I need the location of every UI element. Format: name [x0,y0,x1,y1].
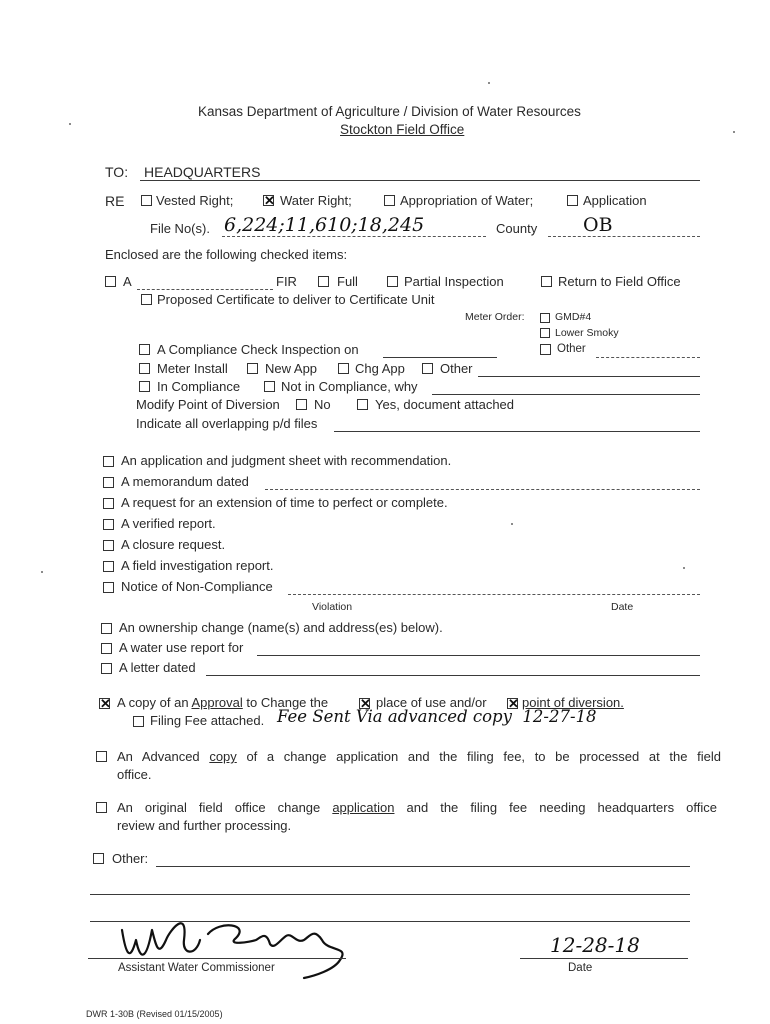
item-field-investigation-label: A field investigation report. [121,558,274,573]
gmd-label: GMD#4 [555,311,592,323]
in-compliance-label: In Compliance [157,379,241,394]
original-checkbox[interactable] [96,802,107,813]
item-water-use-label: A water use report for [119,640,244,655]
modify-no-checkbox[interactable] [296,399,307,410]
signature-date-value: 12-28-18 [550,933,640,957]
to-label: TO: [105,164,129,180]
other-label: Other: [112,851,149,866]
meter-install-label: Meter Install [157,361,228,376]
other-meter-line [596,357,700,358]
other-app-checkbox[interactable] [422,363,433,374]
indicate-label: Indicate all overlapping p/d files [136,416,318,431]
item-verified-checkbox[interactable] [103,519,114,530]
modify-label: Modify Point of Diversion [136,397,280,412]
original-application: application [332,800,395,815]
lower-smoky-checkbox[interactable] [540,328,550,338]
form-number: DWR 1-30B (Revised 01/15/2005) [86,1009,223,1019]
item-memorandum-label: A memorandum dated [121,474,249,489]
county-line [548,236,700,237]
filing-fee-checkbox[interactable] [133,716,144,727]
meter-order-label: Meter Order: [465,311,525,323]
scan-speck [733,131,735,133]
application-checkbox[interactable] [567,195,578,206]
vested-right-label: Vested Right; [156,193,234,208]
file-nos-value: 6,224;11,610;18,245 [224,214,425,236]
re-label: RE [105,193,125,209]
proposed-checkbox[interactable] [141,294,152,305]
a-checkbox[interactable] [105,276,116,287]
advanced-copy-text2: of a change application and the filing fee, to be processed at the field [246,749,721,764]
modify-yes-checkbox[interactable] [357,399,368,410]
return-checkbox[interactable] [541,276,552,287]
partial-label: Partial Inspection [404,274,504,289]
original-text2: and the filing fee needing headquarters office [406,800,717,815]
chg-app-label: Chg App [355,361,405,376]
vested-right-checkbox[interactable] [141,195,152,206]
county-value: OB [583,214,613,236]
copy-approval-checkbox[interactable]: ✕ [100,696,111,711]
point-of-diversion-checkbox[interactable]: ✕ [508,696,519,711]
item-closure-label: A closure request. [121,537,226,552]
copy-approval-text2: to Change the [246,695,329,710]
item-application-label: An application and judgment sheet with recommendation. [121,453,452,468]
signature-text [132,924,324,959]
a-line [137,289,273,290]
item-water-use-line [257,655,700,656]
advanced-copy-line1 [117,749,721,764]
not-compliance-label: Not in Compliance, why [281,379,418,394]
file-nos-line [222,236,486,237]
item-non-compliance-checkbox[interactable] [103,582,114,593]
application-label: Application [583,193,647,208]
county-label: County [496,221,538,236]
signature-line [88,958,346,959]
other-checkbox[interactable] [93,853,104,864]
proposed-label: Proposed Certificate to deliver to Certificate Unit [157,292,435,307]
agency-title: Kansas Department of Agriculture / Division of Water Resources [198,104,581,119]
appropriation-label: Appropriation of Water; [400,193,534,208]
full-checkbox[interactable] [318,276,329,287]
file-nos-label: File No(s). [150,221,210,236]
item-application-checkbox[interactable] [103,456,114,467]
advanced-copy-line2: office. [117,767,152,782]
item-field-investigation-checkbox[interactable] [103,561,114,572]
filing-fee-label: Filing Fee attached. [150,713,265,728]
compliance-label: A Compliance Check Inspection on [157,342,359,357]
appropriation-checkbox[interactable] [384,195,395,206]
new-app-checkbox[interactable] [247,363,258,374]
original-line2: review and further processing. [117,818,292,833]
filing-fee-note: Fee Sent Via advanced copy 12-27-18 [277,707,597,726]
signature-date-line [520,958,688,959]
chg-app-checkbox[interactable] [338,363,349,374]
item-water-use-checkbox[interactable] [101,643,112,654]
item-memorandum-line [265,489,700,490]
item-verified-label: A verified report. [121,516,216,531]
compliance-checkbox[interactable] [139,344,150,355]
meter-install-checkbox[interactable] [139,363,150,374]
scan-speck [511,523,513,525]
gmd-checkbox[interactable] [540,313,550,323]
violation-label: Violation [312,601,353,613]
not-compliance-checkbox[interactable] [264,381,275,392]
a-label: A [123,274,132,289]
place-of-use-checkbox[interactable]: ✕ [360,696,371,711]
item-ownership-checkbox[interactable] [101,623,112,634]
new-app-label: New App [265,361,318,376]
advanced-copy-checkbox[interactable] [96,751,107,762]
office-title: Stockton Field Office [340,122,465,137]
lower-smoky-label: Lower Smoky [555,327,619,339]
advanced-copy-text1: An Advanced [117,749,200,764]
item-letter-checkbox[interactable] [101,663,112,674]
non-compliance-line [288,594,700,595]
to-value: HEADQUARTERS [144,164,261,180]
other-app-line [478,376,700,377]
indicate-line [334,431,700,432]
other-app-label: Other [440,361,473,376]
scan-speck [488,82,490,84]
original-text1: An original field office change [117,800,321,815]
water-right-label: Water Right; [280,193,352,208]
in-compliance-checkbox[interactable] [139,381,150,392]
item-letter-label: A letter dated [119,660,196,675]
item-closure-checkbox[interactable] [103,540,114,551]
not-compliance-line [432,394,700,395]
compliance-line [383,357,497,358]
place-of-use-label: place of use and/or [376,695,487,710]
other-meter-checkbox[interactable] [540,344,551,355]
other-meter-label: Other [557,343,586,355]
copy-approval-text1: A copy of an [117,695,189,710]
scan-speck [69,123,71,125]
copy-approval-approval: Approval [191,695,243,710]
other-line-2 [90,894,690,895]
signature-label: Assistant Water Commissioner [118,962,275,974]
scan-speck [41,571,43,573]
return-label: Return to Field Office [558,274,681,289]
point-of-diversion-label: point of diversion. [522,695,624,710]
item-extension-checkbox[interactable] [103,498,114,509]
partial-checkbox[interactable] [387,276,398,287]
to-line [140,180,700,181]
scan-speck [683,567,685,569]
full-label: Full [337,274,358,289]
water-right-checkbox[interactable]: ✕ [264,193,275,208]
modify-yes-label: Yes, document attached [375,397,515,412]
item-letter-line [206,675,700,676]
item-non-compliance-label: Notice of Non-Compliance [121,579,273,594]
advanced-copy-copy: copy [209,749,237,764]
enclosed-text: Enclosed are the following checked items: [105,247,348,262]
signature-date-label: Date [568,962,593,974]
item-memorandum-checkbox[interactable] [103,477,114,488]
non-compliance-date-label: Date [611,601,634,613]
original-line1 [117,800,717,815]
item-ownership-label: An ownership change (name(s) and address(es) below). [119,620,443,635]
item-extension-label: A request for an extension of time to perfect or complete. [121,495,448,510]
other-line-1 [156,866,690,867]
fir-label: FIR [276,274,297,289]
modify-no-label: No [314,397,331,412]
